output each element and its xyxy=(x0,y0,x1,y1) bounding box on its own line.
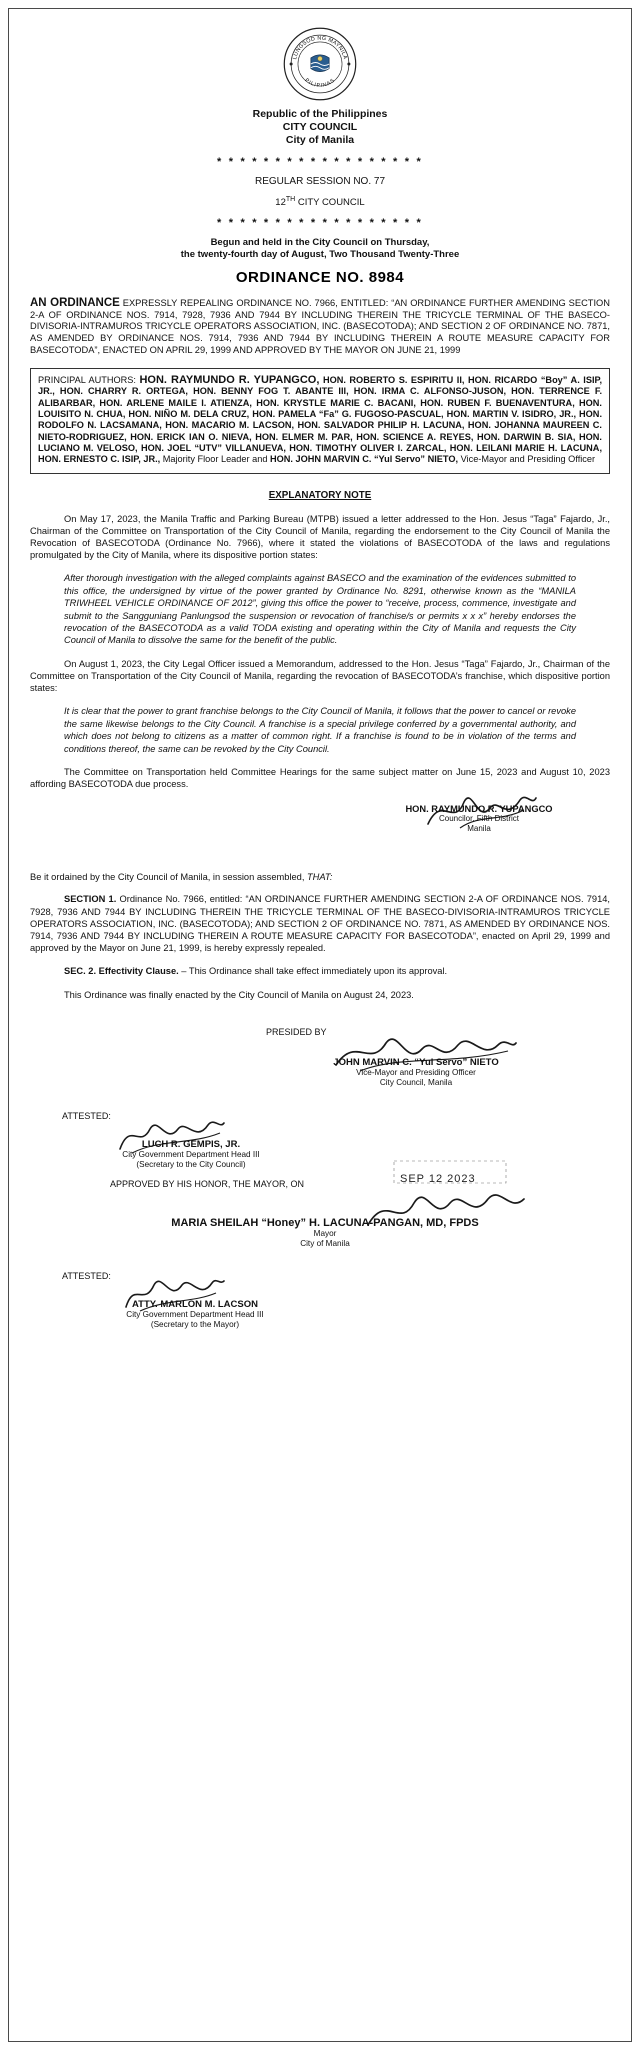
section-2-paragraph xyxy=(30,965,610,977)
section-1-label: SECTION 1. xyxy=(64,894,117,905)
approved-by-mayor-label: APPROVED BY HIS HONOR, THE MAYOR, ON xyxy=(110,1178,305,1189)
explanatory-note-title: EXPLANATORY NOTE xyxy=(268,489,372,501)
explanatory-quote-1: After thorough investigation with the alleged complaints against BASECO and the examination of the evidences submitted to this office, the undersigned by virtue of the power granted by Ordinance No. 8291, otherwise known as the “MANILA TRIWHEEL VEHICLE ORDINANCE OF 2012”, giving this office the power to “receive, process, commence, investigate and submit to the Sangguniang Panlungsod the suspension or revocation of franchise/s or permits x x x” hereby endorses the revocation of the BASECOTODA as a valid TODA existing and operating within the City of Manila and requests the City Council of Manila to dissolve the same for the benefit of the public. xyxy=(64,573,576,646)
mayor-name: MARIA SHEILAH “Honey” H. LACUNA-PANGAN, MD, FPDS xyxy=(171,1216,479,1229)
presided-by-label: PRESIDED BY xyxy=(266,1026,327,1037)
mayor-secretary-signature-block xyxy=(30,1271,610,1331)
authors-trailer-regular: Majority Floor Leader and xyxy=(160,454,270,465)
author-signature-name: HON. RAYMUNDO R. YUPANGCO xyxy=(405,804,553,815)
author-signature-text xyxy=(364,804,594,833)
session-number: REGULAR SESSION NO. 77 xyxy=(254,176,386,187)
mayor-secretary-title-1: City Government Department Head III xyxy=(126,1309,264,1319)
authors-label: PRINCIPAL AUTHORS: xyxy=(38,375,140,386)
svg-text:PILIPINAS: PILIPINAS xyxy=(303,77,337,89)
secretary-signature-block xyxy=(30,1111,610,1173)
secretary-title-2: (Secretary to the City Council) xyxy=(136,1159,246,1169)
document-content xyxy=(30,22,610,1331)
mayor-text xyxy=(90,1217,560,1249)
presiding-officer-name: JOHN MARVIN C. “Yul Servo” NIETO xyxy=(333,1056,499,1068)
council-ordinal-prefix: 12 xyxy=(275,197,286,209)
attested-label-1: ATTESTED: xyxy=(62,1110,111,1121)
mayor-secretary-text xyxy=(50,1299,340,1330)
section-1-text: Ordinance No. 7966, entitled: “AN ORDINANCE FURTHER AMENDING SECTION 2-A OF ORDINANCE NOS. 7914, 7928, 7936 AND 7944 BY INCLUDING THEREIN THE TRICYCLE TERMINAL OF THE BASECO-DIVISORIA-INTRAMUROS TRICYCLE OPERATORS ASSOCIATION, INC. (BASECOTODA); AND SECTION 2 OF ORDINANCE NO. 7871, AS AMENDED BY ORDINANCE NOS. 7914, 7936 AND 7944 BY INCLUDING THEREIN A ROUTE MEASURE CAPACITY FOR BASECOTODA”, enacted on April 29, 1999 and approved by the Mayor on June 21, 1999, is hereby expressly repealed. xyxy=(30,894,610,954)
star-divider-bottom: * * * * * * * * * * * * * * * * * * xyxy=(216,217,423,230)
star-divider-top: * * * * * * * * * * * * * * * * * * xyxy=(216,156,423,168)
presiding-officer-text xyxy=(266,1057,566,1088)
author-signature-place: Manila xyxy=(467,823,491,833)
council-number xyxy=(30,196,610,208)
city-seal-container xyxy=(30,26,610,102)
enacting-that: THAT: xyxy=(306,872,333,883)
authors-trailer-bold: HON. JOHN MARVIN C. “Yul Servo” NIETO, xyxy=(270,454,459,465)
authors-first-name: HON. RAYMUNDO R. YUPANGCO, xyxy=(139,374,320,387)
presiding-officer-title-1: Vice-Mayor and Presiding Officer xyxy=(356,1067,476,1077)
city-council-line: CITY COUNCIL xyxy=(282,121,358,133)
section-1-paragraph xyxy=(30,893,610,954)
an-ordinance-lead: AN ORDINANCE xyxy=(30,297,120,310)
explanatory-quote-2: It is clear that the power to grant franchise belongs to the City Council of Manila, it follows that the power to cancel or revoke the same likewise belongs to the City Council. A franchise is a special privilege conferred by a governmental authority, and which does not belong to citizens as a matter of common right. If a franchise is found to be in violation of the terms and conditions thereof, the same can be revoked by the City Council. xyxy=(64,706,576,754)
mayor-title-1: Mayor xyxy=(313,1228,337,1238)
section-2-label: SEC. 2. Effectivity Clause. xyxy=(64,966,179,977)
preamble-paragraph xyxy=(30,298,610,356)
author-signature-title: Councilor, Fifth District xyxy=(438,814,520,824)
explanatory-paragraph-3: The Committee on Transportation held Committee Hearings for the same subject matter on June 15, 2023 and August 10, 2023 affording BASECOTODA due process. xyxy=(30,766,610,790)
council-ordinal-suffix: CITY COUNCIL xyxy=(295,197,365,209)
presiding-officer-signature-block xyxy=(30,1039,610,1097)
mayor-secretary-name: ATTY. MARLON M. LACSON xyxy=(132,1298,258,1310)
mayor-signature-block xyxy=(30,1207,610,1265)
attested-label-2: ATTESTED: xyxy=(62,1270,111,1281)
begun-and-held-block xyxy=(30,237,610,261)
enacting-clause xyxy=(30,872,610,882)
begun-line-2: the twenty-fourth day of August, Two Thousand Twenty-Three xyxy=(180,249,460,261)
secretary-text xyxy=(66,1139,316,1170)
mayor-title-2: City of Manila xyxy=(300,1238,350,1248)
republic-line: Republic of the Philippines xyxy=(252,108,388,120)
secretary-title-1: City Government Department Head III xyxy=(122,1149,260,1159)
enacting-text: Be it ordained by the City Council of Manila, in session assembled, xyxy=(30,872,307,883)
svg-text:LUNGSOD NG MAYNILA: LUNGSOD NG MAYNILA xyxy=(292,35,348,61)
author-signature-block xyxy=(30,804,610,856)
begun-line-1: Begun and held in the City Council on Thursday, xyxy=(210,237,430,249)
section-2-text: – This Ordinance shall take effect immediately upon its approval. xyxy=(178,966,448,977)
ordinance-number-title: ORDINANCE NO. 8984 xyxy=(235,269,405,287)
principal-authors-box xyxy=(30,368,610,473)
secretary-name: LUCH R. GEMPIS, JR. xyxy=(141,1138,241,1150)
explanatory-paragraph-1: On May 17, 2023, the Manila Traffic and Parking Bureau (MTPB) issued a letter addressed to the Hon. Jesus “Taga” Fajardo, Jr., Chairman of the Committee on Transportation of the City Council of Manila, regarding the endorsement to the City Council of Manila the Revocation of BASECOTODA (Ordinance No. 7966), where it stated the violations of BASECOTODA of the laws and regulations promulgated by the City of Manila, where its dispositive portion states: xyxy=(30,513,610,561)
city-of-manila-line: City of Manila xyxy=(285,134,355,146)
mayor-approval-row xyxy=(30,1173,610,1207)
explanatory-paragraph-2: On August 1, 2023, the City Legal Officer issued a Memorandum, addressed to the Hon. Jesus “Taga” Fajardo, Jr., Chairman of the Committee on Transportation of the City Council of Manila, regarding the revocation of BASECOTODA’s franchise, which dispositive portion states: xyxy=(30,658,610,694)
presiding-officer-title-2: City Council, Manila xyxy=(379,1077,453,1087)
approval-date-stamp: SEP 12 2023 xyxy=(400,1172,476,1185)
final-enactment-paragraph: This Ordinance was finally enacted by the City Council of Manila on August 24, 2023. xyxy=(64,989,414,1000)
preamble-text: EXPRESSLY REPEALING ORDINANCE NO. 7966, ENTITLED: “AN ORDINANCE FURTHER AMENDING SECTION 2-A OF ORDINANCE NOS. 7914, 7928, 7936 AND 7944 BY INCLUDING THEREIN THE TRICYCLE TERMINAL OF THE BASECO-DIVISORIA-INTRAMUROS TRICYCLE OPERATORS ASSOCIATION, INC. (BASECOTODA); AND SECTION 2 OF ORDINANCE NO. 7871, AS AMENDED BY ORDINANCE NOS. 7914, 7936 AND 7944 BY INCLUDING THEREIN A ROUTE MEASURE CAPACITY FOR BASECOTODA”, ENACTED ON APRIL 29, 1999 AND APPROVED BY THE MAYOR ON JUNE 21, 1999 xyxy=(30,298,611,355)
mayor-secretary-title-2: (Secretary to the Mayor) xyxy=(150,1319,240,1329)
authors-list: HON. ROBERTO S. ESPIRITU II, HON. RICARDO “Boy” A. ISIP, JR., HON. CHARRY R. ORTEGA, HON. BENNY FOG T. ABANTE III, HON. IRMA C. ALFONSO-JUSON, HON. TERRENCE F. ALIBARBAR, HON. ARLENE MAILE I. ATIENZA, HON. KRYSTLE MARIE C. BACANI, HON. RUBEN F. BUENAVENTURA, HON. LOUISITO N. CHUA, HON. NIÑO M. DELA CRUZ, HON. PAMELA “Fa” G. FUGOSO-PASCUAL, HON. MARTIN V. ISIDRO, JR., HON. RODOLFO N. LACSAMANA, HON. MACARIO M. LACSON, HON. SALVADOR PHILIP H. LACUNA, HON. JOHANNA MAUREEN C. NIETO-RODRIGUEZ, HON. ERICK IAN O. NIEVA, HON. ELMER M. PAR, HON. SCIENCE A. REYES, HON. DARWIN B. SIA, HON. LUCIANO M. VELOSO, HON. JOEL “UTV” VILLANUEVA, HON. TIMOTHY OLIVER I. ZARCAL, HON. LEILANI MARIE H. LACUNA, HON. ERNESTO C. ISIP, JR., xyxy=(38,375,602,465)
council-ordinal-sup: TH xyxy=(285,196,296,203)
manila-city-seal-icon xyxy=(282,26,358,102)
authors-trailer-end: Vice-Mayor and Presiding Officer xyxy=(458,454,596,465)
